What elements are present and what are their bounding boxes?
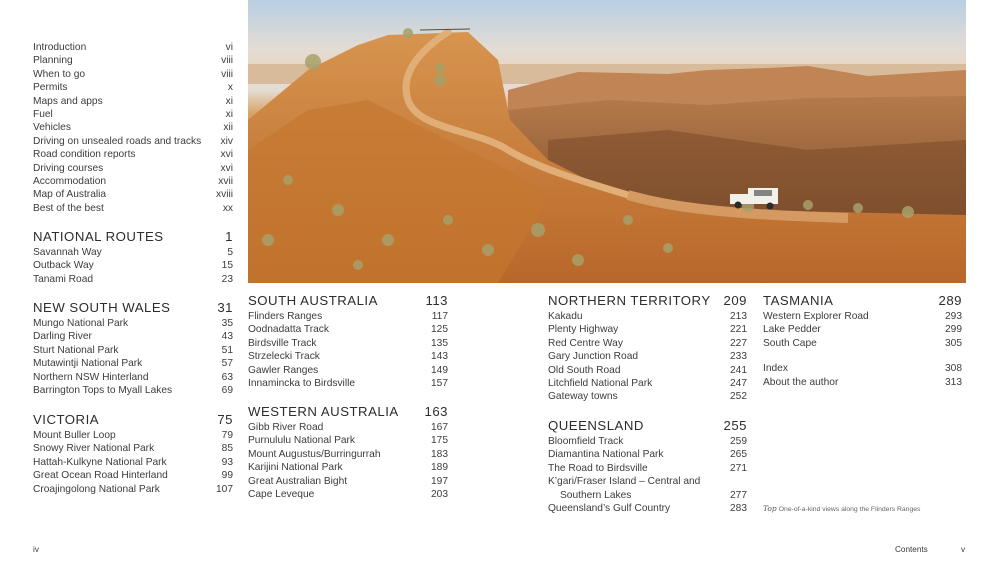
toc-entry[interactable]: Lake Pedder 299 [763, 324, 962, 336]
toc-entry[interactable]: Diamantina National Park 265 [548, 449, 747, 461]
front-matter-list [33, 41, 233, 215]
toc-entry[interactable]: Gawler Ranges 149 [248, 364, 448, 376]
toc-entry[interactable]: Maps and apps xi [33, 95, 233, 107]
left-page-number: iv [33, 545, 39, 554]
section-heading[interactable]: NATIONAL ROUTES 1 [33, 229, 233, 244]
toc-entry[interactable]: Map of Australia xviii [33, 189, 233, 201]
toc-entry[interactable]: Innamincka to Birdsville 157 [248, 378, 448, 390]
toc-entry[interactable]: Gateway towns 252 [548, 391, 747, 403]
toc-entry[interactable]: Red Centre Way 227 [548, 337, 747, 349]
toc-entry[interactable]: Permits x [33, 82, 233, 94]
toc-entry[interactable]: Plenty Highway 221 [548, 324, 747, 336]
toc-entry[interactable]: The Road to Birdsville 271 [548, 462, 747, 474]
hero-photo [248, 0, 966, 283]
toc-entry[interactable]: Mutawintji National Park 57 [33, 358, 233, 370]
section-national-routes [33, 229, 233, 286]
toc-entry[interactable]: Darling River 43 [33, 331, 233, 343]
toc-entry-index[interactable]: Index 308 [763, 363, 962, 375]
toc-entry[interactable]: Gibb River Road 167 [248, 422, 448, 433]
toc-entry[interactable]: Mungo National Park 35 [33, 318, 233, 329]
toc-entry[interactable]: Outback Way 15 [33, 260, 233, 272]
landscape-illustration [248, 0, 966, 283]
toc-entry[interactable]: Fuel xi [33, 109, 233, 121]
toc-entry[interactable]: Western Explorer Road 293 [763, 311, 962, 322]
toc-entry[interactable]: Strzelecki Track 143 [248, 351, 448, 363]
toc-entry[interactable]: Hattah-Kulkyne National Park 93 [33, 456, 233, 468]
section-south-australia [248, 293, 448, 390]
toc-entry[interactable]: Oodnadatta Track 125 [248, 324, 448, 336]
toc-entry[interactable]: Accommodation xvii [33, 176, 233, 188]
toc-entry[interactable]: Flinders Ranges 117 [248, 311, 448, 322]
section-heading[interactable]: TASMANIA 289 [763, 293, 962, 308]
toc-entry[interactable]: Birdsville Track 135 [248, 337, 448, 349]
toc-entry[interactable]: Great Australian Bight 197 [248, 475, 448, 487]
toc-entry[interactable]: Cape Leveque 203 [248, 489, 448, 501]
right-page-number: v [961, 545, 966, 554]
section-heading[interactable]: NORTHERN TERRITORY 209 [548, 293, 747, 308]
toc-entry[interactable]: Queensland’s Gulf Country 283 [548, 503, 747, 515]
toc-entry[interactable]: Planning viii [33, 55, 233, 67]
toc-entry[interactable]: Karijini National Park 189 [248, 462, 448, 474]
running-head: Contents [895, 545, 928, 554]
photo-caption: Top One-of-a-kind views along the Flinders Ranges [763, 504, 921, 513]
toc-entry[interactable]: Old South Road 241 [548, 364, 747, 376]
toc-entry[interactable]: Kakadu 213 [548, 311, 747, 322]
toc-entry[interactable]: Barrington Tops to Myall Lakes 69 [33, 385, 233, 397]
toc-entry[interactable]: Gary Junction Road 233 [548, 351, 747, 363]
toc-entry[interactable]: Best of the best xx [33, 202, 233, 214]
toc-column-left [33, 41, 233, 215]
section-victoria [33, 412, 233, 496]
section-heading[interactable]: VICTORIA 75 [33, 412, 233, 427]
toc-entry[interactable]: Savannah Way 5 [33, 247, 233, 258]
toc-entry[interactable]: K’gari/Fraser Island – Central and Southern Lakes 277 [548, 476, 747, 501]
toc-entry-about-author[interactable]: About the author 313 [763, 376, 962, 388]
toc-entry[interactable]: Litchfield National Park 247 [548, 378, 747, 390]
toc-entry[interactable]: When to go viii [33, 68, 233, 80]
section-northern-territory [548, 293, 747, 404]
section-heading[interactable]: QUEENSLAND 255 [548, 418, 747, 433]
toc-entry[interactable]: Croajingolong National Park 107 [33, 483, 233, 495]
toc-entry[interactable]: Driving courses xvi [33, 162, 233, 174]
section-queensland [548, 418, 747, 515]
section-heading[interactable]: SOUTH AUSTRALIA 113 [248, 293, 448, 308]
toc-entry[interactable]: Purnululu National Park 175 [248, 435, 448, 447]
section-tasmania [763, 293, 962, 389]
toc-entry[interactable]: Driving on unsealed roads and tracks xiv [33, 135, 233, 147]
spacer [763, 350, 962, 362]
toc-entry[interactable]: Sturt National Park 51 [33, 344, 233, 356]
section-western-australia [248, 404, 448, 501]
toc-entry[interactable]: Introduction vi [33, 42, 233, 53]
toc-entry[interactable]: Mount Augustus/Burringurrah 183 [248, 448, 448, 460]
toc-entry[interactable]: Tanami Road 23 [33, 273, 233, 285]
section-new-south-wales [33, 300, 233, 397]
toc-entry[interactable]: Vehicles xii [33, 122, 233, 134]
toc-entry[interactable]: Northern NSW Hinterland 63 [33, 371, 233, 383]
toc-entry[interactable]: Great Ocean Road Hinterland 99 [33, 470, 233, 482]
toc-entry[interactable]: Mount Buller Loop 79 [33, 430, 233, 441]
section-heading[interactable]: WESTERN AUSTRALIA 163 [248, 404, 448, 419]
toc-entry[interactable]: Snowy River National Park 85 [33, 443, 233, 455]
toc-entry[interactable]: Road condition reports xvi [33, 149, 233, 161]
section-heading[interactable]: NEW SOUTH WALES 31 [33, 300, 233, 315]
toc-entry[interactable]: Bloomfield Track 259 [548, 436, 747, 447]
toc-entry[interactable]: South Cape 305 [763, 337, 962, 349]
